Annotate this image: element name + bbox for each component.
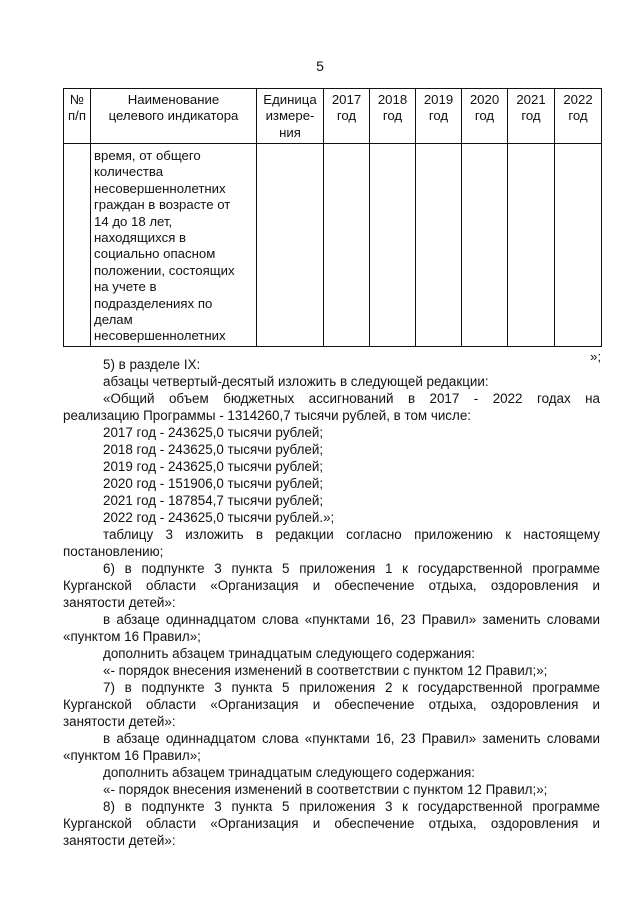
text-line: занятости детей»: [63, 595, 176, 610]
text-line: 2018 год - 243625,0 тысячи рублей; [103, 442, 324, 457]
text-line: в абзаце одиннадцатом слова «пунктами 16, 23 Правил» заменить словами [103, 731, 600, 746]
text-line: «пунктом 16 Правил»; [63, 629, 201, 644]
cell-2018 [370, 144, 416, 347]
text-line: Курганской области «Организация и обеспечение отдыха, оздоровления и [63, 578, 600, 593]
cell-unit [257, 144, 324, 347]
closing-quote: »; [590, 349, 601, 364]
text-line: «пунктом 16 Правил»; [63, 748, 201, 763]
header-year-2019: 2019 год [416, 89, 462, 144]
cell-2017 [324, 144, 370, 347]
text-line: 2022 год - 243625,0 тысячи рублей.»; [103, 510, 335, 525]
text-line: 7) в подпункте 3 пункта 5 приложения 2 к государственной программе [103, 680, 600, 695]
cell-2021 [508, 144, 555, 347]
cell-number [64, 144, 91, 347]
text-line: Курганской области «Организация и обеспечение отдыха, оздоровления и [63, 816, 600, 831]
header-year-2018: 2018 год [370, 89, 416, 144]
text-line: 2021 год - 187854,7 тысячи рублей; [103, 493, 324, 508]
text-line: 2020 год - 151906,0 тысячи рублей; [103, 476, 324, 491]
text-line: Курганской области «Организация и обеспечение отдыха, оздоровления и [63, 697, 600, 712]
text-line: дополнить абзацем тринадцатым следующего содержания: [103, 646, 475, 661]
text-line: абзацы четвертый-десятый изложить в следующей редакции: [103, 374, 489, 389]
text-line: занятости детей»: [63, 714, 176, 729]
indicator-table [63, 88, 602, 347]
header-year-2017: 2017 год [324, 89, 370, 144]
cell-indicator-name: время, от общего количества несовершеннолетних граждан в возрасте от 14 до 18 лет, находящихся в социально опасном положении, состоящих на учете в подразделениях по делам несовершеннолетних [91, 144, 257, 347]
table-header-row [64, 89, 602, 144]
text-line: 6) в подпункте 3 пункта 5 приложения 1 к государственной программе [103, 561, 600, 576]
header-year-2020: 2020 год [462, 89, 508, 144]
header-year-2021: 2021 год [508, 89, 555, 144]
text-line: «Общий объем бюджетных ассигнований в 2017 - 2022 годах на [103, 391, 600, 406]
header-indicator-name: Наименование целевого индикатора [91, 89, 257, 144]
table-row [64, 144, 602, 347]
page-number: 5 [316, 58, 324, 74]
text-line: занятости детей»: [63, 833, 176, 848]
header-year-2022: 2022 год [555, 89, 602, 144]
text-line: «- порядок внесения изменений в соответствии с пунктом 12 Правил;»; [103, 782, 548, 797]
header-number: № п/п [64, 89, 91, 144]
cell-2019 [416, 144, 462, 347]
text-line: постановлению; [63, 544, 164, 559]
text-line: 5) в разделе IX: [103, 357, 201, 372]
text-line: реализацию Программы - 1314260,7 тысячи рублей, в том числе: [63, 408, 471, 423]
text-line: дополнить абзацем тринадцатым следующего содержания: [103, 765, 475, 780]
text-line: в абзаце одиннадцатом слова «пунктами 16, 23 Правил» заменить словами [103, 612, 600, 627]
text-line: 2017 год - 243625,0 тысячи рублей; [103, 425, 324, 440]
text-line: «- порядок внесения изменений в соответствии с пунктом 12 Правил;»; [103, 663, 548, 678]
text-line: таблицу 3 изложить в редакции согласно приложению к настоящему [103, 527, 600, 542]
header-unit: Единица измере- ния [257, 89, 324, 144]
text-line: 2019 год - 243625,0 тысячи рублей; [103, 459, 324, 474]
text-line: 8) в подпункте 3 пункта 5 приложения 3 к государственной программе [103, 799, 600, 814]
cell-2020 [462, 144, 508, 347]
cell-2022 [555, 144, 602, 347]
